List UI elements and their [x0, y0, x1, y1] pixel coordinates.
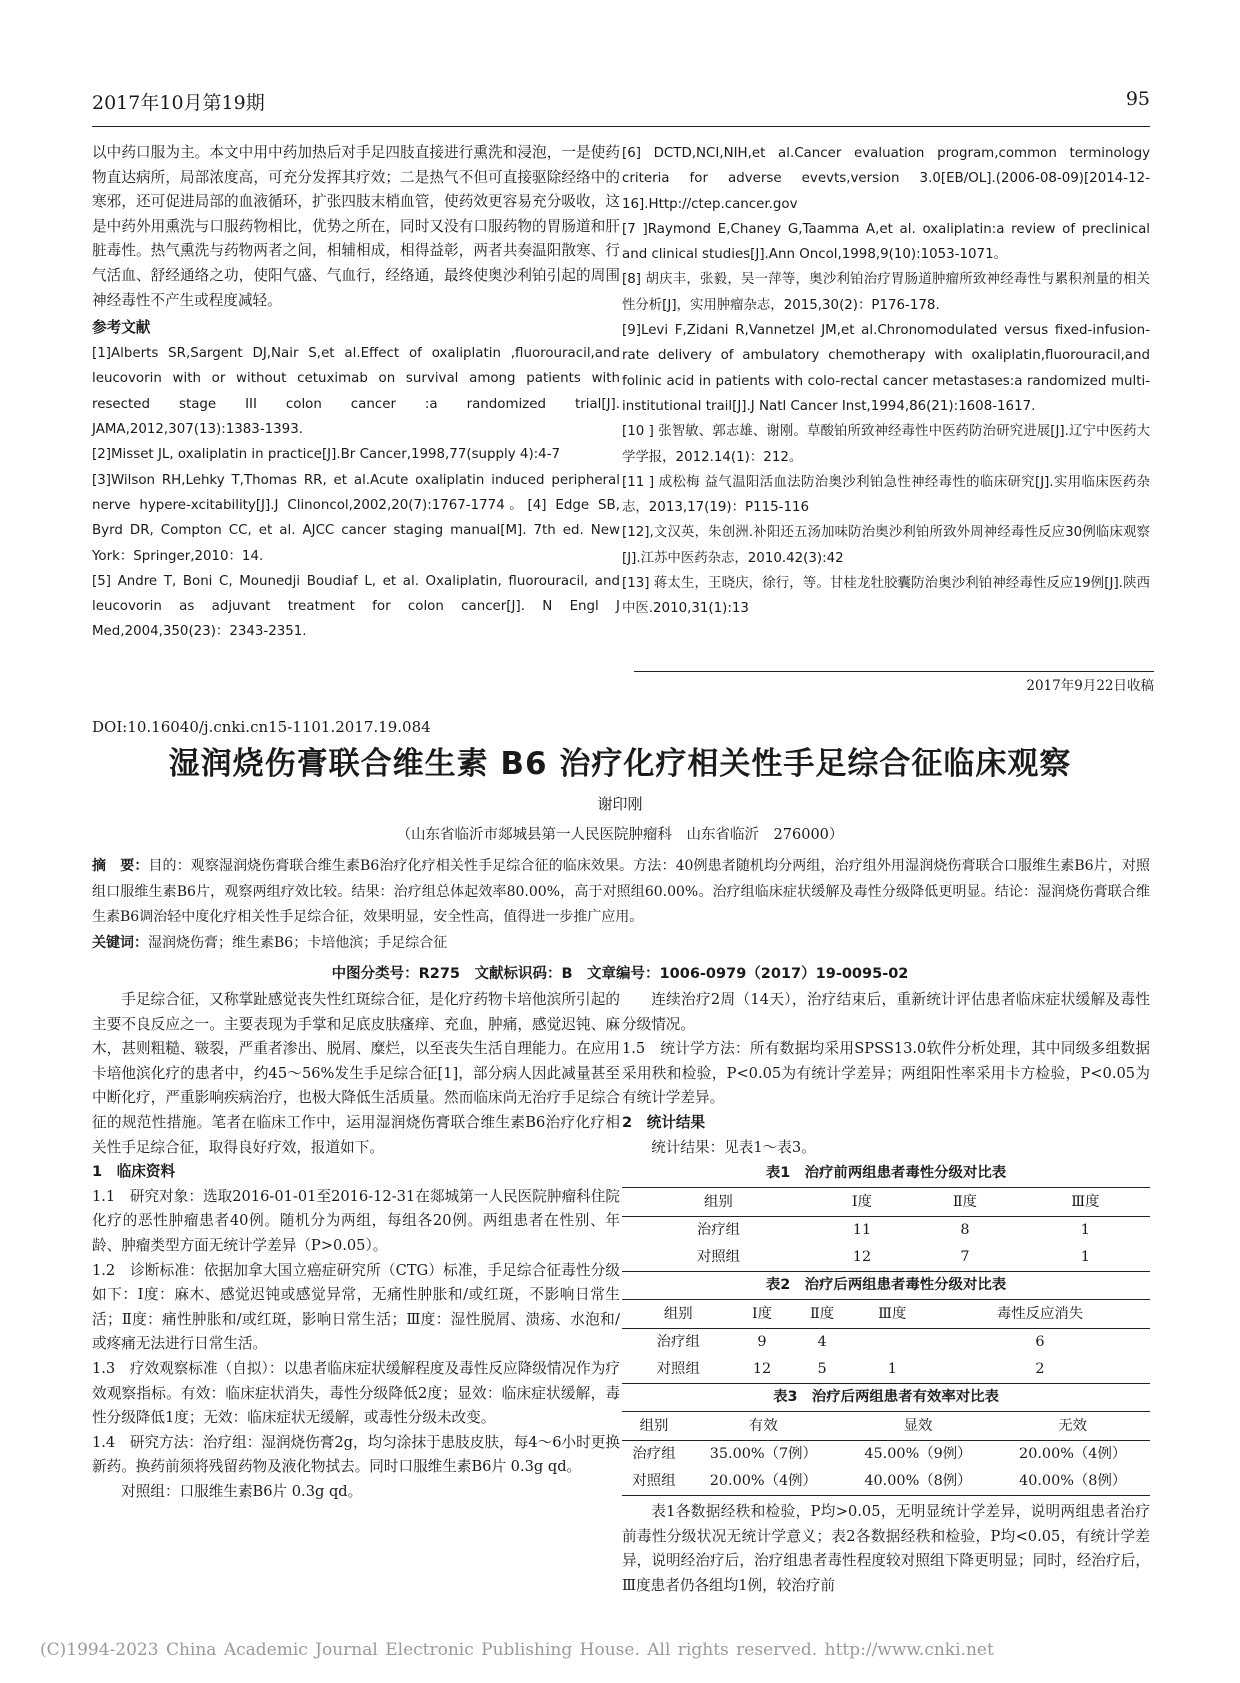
table-header-cell: Ⅲ度: [1021, 1188, 1150, 1217]
previous-article-left-column: [92, 141, 620, 645]
classification-line: 中图分类号：R275 文献标识码：B 文章编号：1006-0979（2017）19-0095-02: [331, 966, 909, 982]
table-cell: 8: [960, 1222, 970, 1239]
table-cell: 11: [852, 1222, 872, 1239]
keywords-label: 关键词：: [92, 934, 148, 951]
body-right-text: [622, 988, 1150, 1160]
reference-item: [5] Andre T, Boni C, Mounedji Boudiaf L, et al. Oxaliplatin, fluorouracil, and leucovorin as adjuvant treatment for colon cancer[J]. N Engl J Med,2004,350(23)：2343-2351.: [92, 573, 620, 640]
table-cell: 对照组: [622, 1468, 686, 1496]
table-cell: 12: [735, 1356, 790, 1384]
reference-item: [6] DCTD,NCI,NIH,et al.Cancer evaluation program,common terminology criteria for adverse evevts,version 3.0[EB/OL].(2006-08-09)[2014-12-16].Http://ctep.cancer.gov: [622, 146, 1150, 212]
table-3-caption: 表3 治疗后两组患者有效率对比表: [773, 1389, 999, 1406]
table-cell: 1: [1021, 1244, 1150, 1272]
abstract-label: 摘 要：: [92, 858, 149, 874]
references-heading: 参考文献: [92, 319, 151, 337]
table-3: [622, 1384, 1150, 1496]
body-paragraph: 对照组：口服维生素B6片 0.3g qd。: [121, 1482, 363, 1500]
table-header-cell: 显效: [841, 1412, 996, 1441]
journal-issue: 2017年10月第19期: [92, 92, 265, 114]
table-row: [622, 1441, 1150, 1469]
table-header-row: [622, 1300, 1150, 1329]
keywords: [92, 931, 1150, 957]
table-header-cell: Ⅲ度: [855, 1300, 930, 1329]
table-header-row: [622, 1188, 1150, 1217]
body-paragraph: 连续治疗2周（14天），治疗结束后，重新统计评估患者临床症状缓解及毒性分级情况。: [622, 991, 1150, 1033]
table-1-grid: [622, 1187, 1150, 1272]
reference-item: [3]Wilson RH,Lehky T,Thomas RR, et al.Acute oxaliplatin induced peripheral nerve hypere-xcitability[J].J Clinoncol,2002,20(7):1767-1774。[4] Edge SB, Byrd DR, Compton CC, et al. AJCC cancer staging manual[M]. 7th ed. New York：Springer,2010：14.: [92, 472, 620, 564]
section-heading: 1 临床资料: [92, 1163, 176, 1181]
table-cell: 12: [815, 1244, 909, 1272]
body-paragraph: 手足综合征，又称掌趾感觉丧失性红斑综合征，是化疗药物卡培他滨所引起的主要不良反应之一。主要表现为手掌和足底皮肤瘙痒、充血，肿痛，感觉迟钝、麻木，甚则粗糙、皲裂，严重者渗出、脱屑、糜烂，以至丧失生活自理能力。在应用卡培他滨化疗的患者中，约45～56%发生手足综合征[1]，部分病人因此减量甚至中断化疗，严重影响疾病治疗，也极大降低生活质量。然而临床尚无治疗手足综合征的规范性措施。笔者在临床工作中，运用湿润烧伤膏联合维生素B6治疗化疗相关性手足综合征，取得良好疗效，报道如下。: [92, 991, 620, 1156]
section-heading: 2 统计结果: [622, 1113, 706, 1131]
body-right-column: [622, 988, 1150, 1599]
table-cell: 7: [909, 1244, 1021, 1272]
reference-item: [1]Alberts SR,Sargent DJ,Nair S,et al.Effect of oxaliplatin ,fluorouracil,and leucovorin with or without cetuximab on survival among patients with resected stage III colon cancer :a randomized trial[J]. JAMA,2012,307(13):1383-1393.: [92, 346, 620, 438]
reference-item: [8] 胡庆丰，张毅，吴一萍等，奥沙利铂治疗胃肠道肿瘤所致神经毒性与累积剂量的相关性分析[J]，实用肿瘤杂志，2015,30(2)：P176-178.: [622, 272, 1150, 313]
table-header-cell: Ⅰ度: [735, 1300, 790, 1329]
table-cell: 治疗组: [656, 1334, 700, 1351]
doi: DOI:10.16040/j.cnki.cn15-1101.2017.19.084: [92, 718, 431, 736]
table-row: [622, 1356, 1150, 1384]
body-paragraph: 1.3 疗效观察标准（自拟）：以患者临床症状缓解程度及毒性反应降级情况作为疗效观察指标。有效：临床症状消失，毒性分级降低2度；显效：临床症状缓解，毒性分级降低1度；无效：临床症状无缓解，或毒性分级未改变。: [92, 1359, 620, 1427]
table-header-cell: 组别: [622, 1412, 686, 1441]
table-cell: 对照组: [622, 1356, 735, 1384]
table-cell: 35.00%（7例）: [709, 1446, 817, 1463]
table-row: [622, 1329, 1150, 1357]
author: 谢印刚: [597, 795, 643, 813]
table-cell: 45.00%（9例）: [864, 1446, 972, 1463]
body-paragraph: 1.2 诊断标准：依据加拿大国立癌症研究所（CTG）标准，手足综合征毒性分级如下：Ⅰ度：麻木、感觉迟钝或感觉异常，无痛性肿胀和/或红斑，不影响日常生活；Ⅱ度：痛性肿胀和/或红斑，影响日常生活；Ⅲ度：湿性脱屑、溃疡、水泡和/或疼痛无法进行日常生活。: [92, 1261, 620, 1353]
reference-item: [11 ] 成松梅 益气温阳活血法防治奥沙利铂急性神经毒性的临床研究[J].实用临床医药杂志，2013,17(19)：P115-116: [622, 474, 1150, 516]
table-cell: 40.00%（8例）: [841, 1468, 996, 1496]
table-row: [622, 1217, 1150, 1245]
table-header-cell: 有效: [686, 1412, 841, 1441]
table-header-cell: 组别: [622, 1188, 815, 1217]
results-discussion: 表1各数据经秩和检验，P均>0.05，无明显统计学差异，说明两组患者治疗前毒性分级状况无统计学意义；表2各数据经秩和检验，P均<0.05，有统计学差异，说明经治疗后，治疗组患者毒性程度较对照组下降更明显；同时，经治疗后，Ⅲ度患者仍各组均1例，较治疗前: [622, 1503, 1150, 1594]
table-cell: 对照组: [622, 1244, 815, 1272]
table-cell: 1: [855, 1356, 930, 1384]
table-row: [622, 1244, 1150, 1272]
table-cell: 6: [1035, 1334, 1045, 1351]
table-cell: 治疗组: [696, 1222, 741, 1239]
previous-article-paragraph: 以中药口服为主。本文中用中药加热后对手足四肢直接进行熏洗和浸泡，一是使药物直达病所，局部浓度高，可充分发挥其疗效；二是热气不但可直接驱除经络中的寒邪，还可促进局部的血液循环，扩张四肢末梢血管，使药效更容易充分吸收，这是中药外用熏洗与口服药物相比，优势之所在，同时又没有口服药物的胃肠道和肝脏毒性。热气熏洗与药物两者之间，相辅相成，相得益彰，两者共奏温阳散寒、行气活血、舒经通络之功，使阳气盛、气血行，经络通，最终使奥沙利铂引起的周围神经毒性不产生或程度减轻。: [92, 144, 620, 309]
table-2-caption: 表2 治疗后两组患者毒性分级对比表: [765, 1277, 1007, 1294]
keywords-text: 湿润烧伤膏；维生素B6；卡培他滨；手足综合征: [148, 934, 448, 951]
table-2-grid: [622, 1299, 1150, 1384]
page-number: 95: [1125, 88, 1150, 110]
references-list-right: [622, 141, 1150, 622]
abstract-block: [92, 854, 1150, 956]
table-2: [622, 1272, 1150, 1384]
table-cell: 治疗组: [632, 1446, 676, 1463]
table-3-grid: [622, 1411, 1150, 1496]
received-date: 2017年9月22日收稿: [634, 671, 1154, 694]
table-header-cell: 组别: [622, 1300, 735, 1329]
body-paragraph: 统计结果：见表1～表3。: [651, 1138, 816, 1156]
table-cell: [855, 1329, 930, 1357]
abstract: [92, 854, 1150, 931]
running-header: [92, 86, 1150, 127]
reference-item: [10 ] 张智敏、郭志雄、谢刚。草酸铂所致神经毒性中医药防治研究进展[J].辽宁中医药大学学报，2012.14(1)：212。: [622, 424, 1150, 465]
table-header-cell: Ⅰ度: [815, 1188, 909, 1217]
reference-item: [9]Levi F,Zidani R,Vannetzel JM,et al.Chronomodulated versus fixed-infusion-rate delivery of ambulatory chemotherapy with oxaliplatin,fluorouracil,and folinic acid in patients with colo-rectal cancer metastases:a randomized multi-institutional trail[J].J Natl Cancer Inst,1994,86(21):1608-1617.: [622, 323, 1150, 414]
table-cell: 40.00%（8例）: [995, 1468, 1150, 1496]
table-cell: 9: [757, 1334, 767, 1351]
body-paragraph: 1.1 研究对象：选取2016-01-01至2016-12-31在郯城第一人民医院肿瘤科住院化疗的恶性肿瘤患者40例。随机分为两组，每组各20例。两组患者在性别、年龄、肿瘤类型方面无统计学差异（P>0.05）。: [92, 1187, 620, 1254]
table-cell: 2: [930, 1356, 1150, 1384]
reference-item: [7 ]Raymond E,Chaney G,Taamma A,et al. oxaliplatin:a review of preclinical and clinical studies[J].Ann Oncol,1998,9(10):1053-1071。: [622, 221, 1150, 263]
table-1: [622, 1160, 1150, 1272]
body-left-column: [92, 988, 620, 1504]
table-cell: 1: [1080, 1222, 1090, 1239]
affiliation: （山东省临沂市郯城县第一人民医院肿瘤科 山东省临沂 276000）: [396, 827, 844, 843]
body-paragraph: 1.5 统计学方法：所有数据均采用SPSS13.0软件分析处理，其中同级多组数据采用秩和检验，P<0.05为有统计学差异；两组阳性率采用卡方检验，P<0.05为有统计学差异。: [622, 1040, 1150, 1107]
abstract-text: 目的：观察湿润烧伤膏联合维生素B6治疗化疗相关性手足综合征的临床效果。方法：40例患者随机均分两组，治疗组外用湿润烧伤膏联合口服维生素B6片，对照组口服维生素B6片，观察两组疗效比较。结果：治疗组总体起效率80.00%，高于对照组60.00%。治疗组临床症状缓解及毒性分级降低更明显。结论：湿润烧伤膏联合维生素B6调治轻中度化疗相关性手足综合征，效果明显，安全性高，值得进一步推广应用。: [92, 858, 1151, 925]
table-header-cell: Ⅱ度: [909, 1188, 1021, 1217]
table-header-cell: 毒性反应消失: [930, 1300, 1150, 1329]
article-title: 湿润烧伤膏联合维生素 B6 治疗化疗相关性手足综合征临床观察: [168, 746, 1072, 782]
table-row: [622, 1468, 1150, 1496]
references-list-left: [92, 341, 620, 645]
table-header-row: [622, 1412, 1150, 1441]
table-cell: 20.00%（4例）: [1019, 1446, 1127, 1463]
table-header-cell: Ⅱ度: [789, 1300, 854, 1329]
table-1-caption: 表1 治疗前两组患者毒性分级对比表: [765, 1165, 1007, 1182]
body-paragraph: 1.4 研究方法：治疗组：湿润烧伤膏2g，均匀涂抹于患肢皮肤，每4～6小时更换新药。换药前须将残留药物及液化物拭去。同时口服维生素B6片 0.3g qd。: [92, 1433, 620, 1476]
table-header-cell: 无效: [995, 1412, 1150, 1441]
table-cell: 4: [817, 1334, 827, 1351]
table-cell: 5: [789, 1356, 854, 1384]
table-cell: 20.00%（4例）: [686, 1468, 841, 1496]
reference-item: [12],文汉英，朱创洲.补阳还五汤加味防治奥沙利铂所致外周神经毒性反应30例临床观察[J].江苏中医药杂志，2010.42(3):42: [622, 525, 1150, 566]
reference-item: [13] 蒋太生，王晓庆，徐行，等。甘桂龙牡胶囊防治奥沙利铂神经毒性反应19例[J].陕西中医.2010,31(1):13: [622, 576, 1150, 617]
reference-item: [2]Misset JL, oxaliplatin in practice[J].Br Cancer,1998,77(supply 4):4-7: [92, 447, 561, 463]
copyright-footer: (C)1994-2023 China Academic Journal Electronic Publishing House. All rights reserved. http://www.cnki.net: [40, 1640, 994, 1660]
